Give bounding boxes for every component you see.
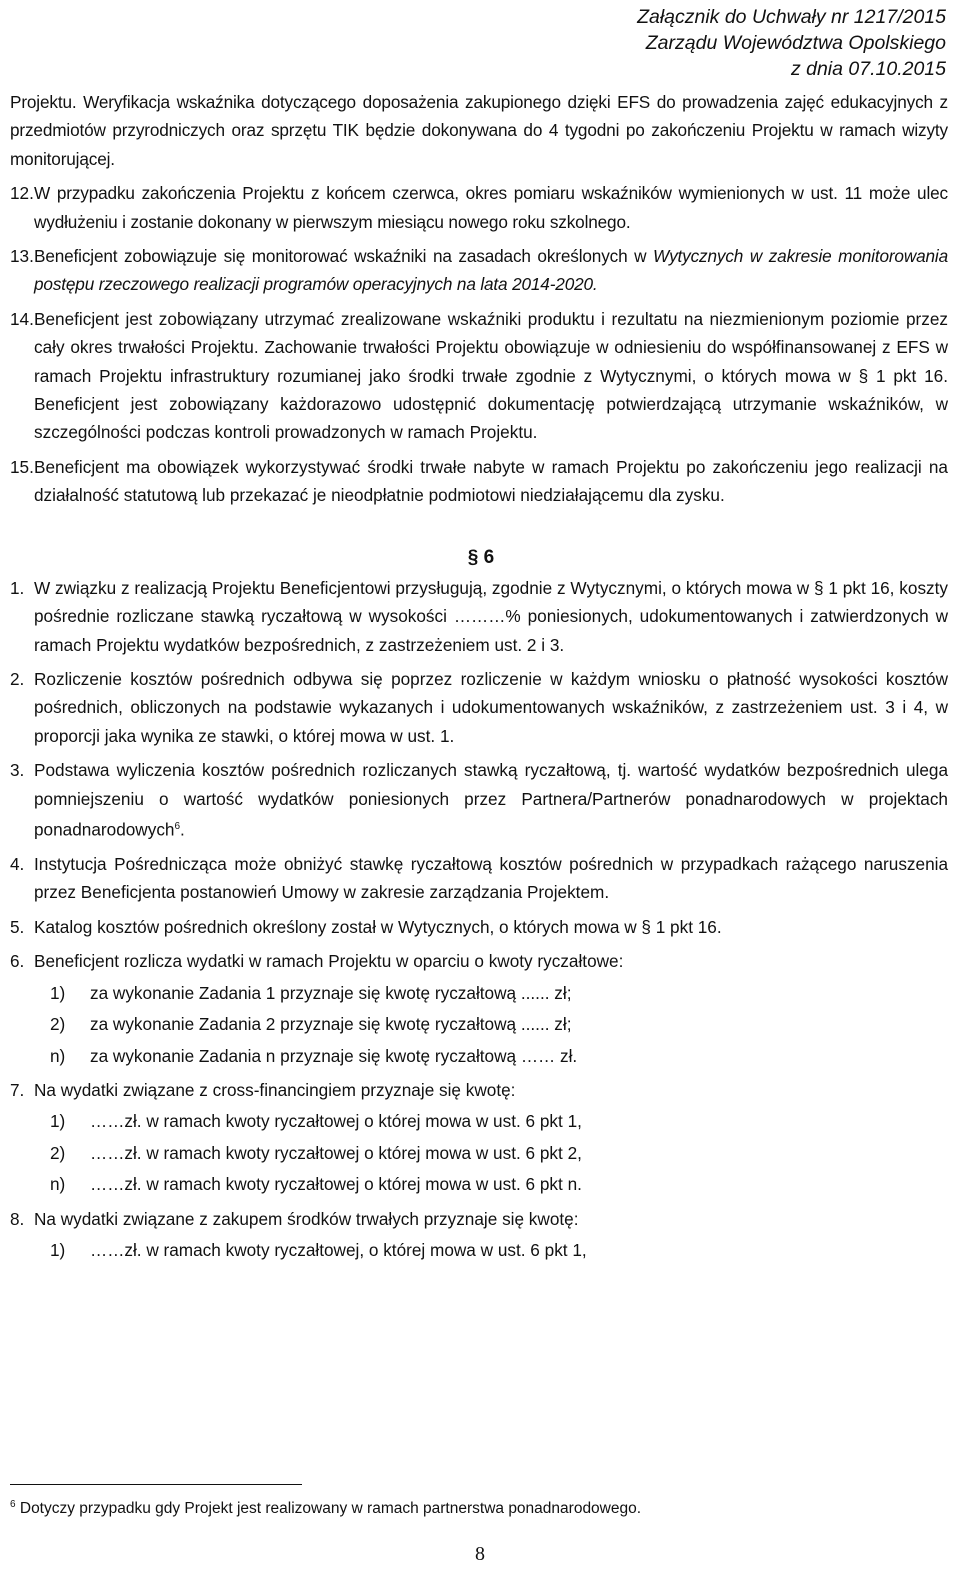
item-text: Instytucja Pośrednicząca może obniżyć stawkę ryczałtową kosztów pośrednich w przypadkach rażącego naruszenia przez Beneficjenta postanowień Umowy w zakresie zarządzania Projektem. xyxy=(34,854,948,903)
item-number: 8. xyxy=(10,1208,25,1229)
item-number: 3. xyxy=(10,760,25,781)
point-text: Beneficjent ma obowiązek wykorzystywać środki trwałe nabyte w ramach Projektu po zakończeniu jego realizacji na działalność statutową lub przekazać je nieodpłatnie podmiotowi niedziałającemu dla zysku. xyxy=(34,456,948,506)
header-line-1: Załącznik do Uchwały nr 1217/2015 xyxy=(637,6,946,28)
sub-item-number: 2) xyxy=(50,1142,66,1163)
item-text-main: Podstawa wyliczenia kosztów pośrednich rozliczanych stawką ryczałtową, tj. wartość wydatków bezpośrednich ulega pomniejszeniu o wartość wydatków poniesionych przez Partnera/Partnerów ponadnarodowych w projektach ponadnarodowych xyxy=(34,760,948,840)
item-text: Rozliczenie kosztów pośrednich odbywa się poprzez rozliczenie w każdym wniosku o płatność wysokości kosztów pośrednich, obliczonych na podstawie wykazanych i udokumentowanych wskaźników, z zastrzeżeniem ust. 3 i 4, w proporcji jaka wynika ze stawki, o której mowa w ust. 1. xyxy=(34,668,948,746)
sub-item-text: za wykonanie Zadania 1 przyznaje się kwotę ryczałtową ...... zł; xyxy=(90,982,572,1003)
section-item-8 xyxy=(10,1205,948,1233)
item-text: Na wydatki związane z zakupem środków trwałych przyznaje się kwotę: xyxy=(34,1208,579,1229)
header-line-3: z dnia 07.10.2015 xyxy=(790,58,946,80)
item-text: Na wydatki związane z cross-financingiem przyznaje się kwotę: xyxy=(34,1079,516,1100)
item-text: Beneficjent rozlicza wydatki w ramach Projektu w oparciu o kwoty ryczałtowe: xyxy=(34,951,624,972)
section-item-2 xyxy=(10,665,948,750)
point-14 xyxy=(10,305,948,447)
section-item-3 xyxy=(10,756,948,844)
point-number: 13. xyxy=(10,246,34,267)
item-number: 1. xyxy=(10,577,25,598)
sub-item-text: za wykonanie Zadania 2 przyznaje się kwotę ryczałtową ...... zł; xyxy=(90,1014,572,1035)
sub-item-text: ……zł. w ramach kwoty ryczałtowej o której mowa w ust. 6 pkt 1, xyxy=(90,1111,582,1132)
point-text: W przypadku zakończenia Projektu z końcem czerwca, okres pomiaru wskaźników wymienionych w ust. 11 może ulec wydłużeniu i zostanie dokonany w pierwszym miesiącu nowego roku szkolnego. xyxy=(34,183,948,232)
footnote-reference: 6 xyxy=(174,820,181,832)
sub-item-number: 1) xyxy=(50,982,66,1003)
point-number: 12. xyxy=(10,183,34,204)
point-text-plain: Beneficjent zobowiązuje się monitorować wskaźniki na zasadach określonych w xyxy=(34,246,654,267)
section-item-6 xyxy=(10,947,948,975)
point-number: 15. xyxy=(10,456,34,477)
sub-item xyxy=(50,1236,948,1264)
sub-item xyxy=(50,1042,948,1070)
footnote-separator xyxy=(10,1484,302,1485)
footnote-mark: 6 xyxy=(10,1499,16,1510)
guidelines-title-italic: Wytycznych w zakresie monitorowania postępu rzeczowego realizacji programów operacyjnych na lata 2014-2020. xyxy=(34,246,948,295)
sub-item-text: za wykonanie Zadania n przyznaje się kwotę ryczałtową …… zł. xyxy=(90,1045,578,1066)
section-item-4 xyxy=(10,850,948,907)
header-line-2: Zarządu Województwa Opolskiego xyxy=(645,32,946,54)
sub-item xyxy=(50,1139,948,1167)
point-12 xyxy=(10,179,948,236)
item-number: 7. xyxy=(10,1079,25,1100)
sub-item-number: n) xyxy=(50,1174,66,1195)
sub-item-number: n) xyxy=(50,1045,66,1066)
section-item-5 xyxy=(10,913,948,941)
sub-item xyxy=(50,1010,948,1038)
document-body xyxy=(10,88,948,1267)
item-text-tail: . xyxy=(180,819,185,840)
footnote-text: Dotyczy przypadku gdy Projekt jest realizowany w ramach partnerstwa ponadnarodowego. xyxy=(15,1500,642,1518)
sub-item-text: ……zł. w ramach kwoty ryczałtowej o której mowa w ust. 6 pkt 2, xyxy=(90,1142,582,1163)
sub-item xyxy=(50,1107,948,1135)
item-number: 5. xyxy=(10,916,25,937)
item-number: 2. xyxy=(10,668,25,689)
sub-item-number: 2) xyxy=(50,1014,66,1035)
sub-item xyxy=(50,979,948,1007)
point-text: Beneficjent jest zobowiązany utrzymać zrealizowane wskaźniki produktu i rezultatu na niezmienionym poziomie przez cały okres trwałości Projektu. Zachowanie trwałości Projektu obowiązuje w odniesieniu do współfinansowanej z EFS w ramach Projektu infrastruktury rozumianej jako środki trwałe zgodnie z Wytycznymi, o których mowa w § 1 pkt 16. Beneficjent jest zobowiązany każdorazowo udostępnić dokumentację potwierdzającą utrzymanie wskaźników, w szczególności podczas kontroli prowadzonych w ramach Projektu. xyxy=(34,308,948,443)
page-number: 8 xyxy=(475,1543,485,1565)
sub-item-text: ……zł. w ramach kwoty ryczałtowej o której mowa w ust. 6 pkt n. xyxy=(90,1174,582,1195)
section-item-7 xyxy=(10,1076,948,1104)
item-text xyxy=(34,756,948,844)
point-13 xyxy=(10,242,948,299)
sub-item-text: ……zł. w ramach kwoty ryczałtowej, o której mowa w ust. 6 pkt 1, xyxy=(90,1239,587,1260)
intro-paragraph: Projektu. Weryfikacja wskaźnika dotyczącego doposażenia zakupionego dzięki EFS do prowadzenia zajęć edukacyjnych z przedmiotów przyrodniczych oraz sprzętu TIK będzie dokonywana do 4 tygodni po zakończeniu Projektu w ramach wizyty monitorującej. xyxy=(10,92,948,169)
footnote xyxy=(10,1494,641,1520)
sub-item-number: 1) xyxy=(50,1111,66,1132)
section-title: § 6 xyxy=(467,546,495,568)
item-text: Katalog kosztów pośrednich określony został w Wytycznych, o których mowa w § 1 pkt 16. xyxy=(34,916,722,937)
item-text: W związku z realizacją Projektu Beneficjentowi przysługują, zgodnie z Wytycznymi, o których mowa w § 1 pkt 16, koszty pośrednie rozliczane stawką ryczałtową w wysokości ………% poniesionych, udokumentowanych i zatwierdzonych w ramach Projektu wydatków bezpośrednich, z zastrzeżeniem ust. 2 i 3. xyxy=(34,577,948,655)
item-number: 4. xyxy=(10,854,25,875)
point-number: 14. xyxy=(10,308,34,329)
point-text xyxy=(34,242,948,299)
item-number: 6. xyxy=(10,951,25,972)
section-item-1 xyxy=(10,574,948,659)
attachment-header xyxy=(637,4,946,82)
sub-item-number: 1) xyxy=(50,1239,66,1260)
point-15 xyxy=(10,453,948,510)
sub-item xyxy=(50,1170,948,1198)
